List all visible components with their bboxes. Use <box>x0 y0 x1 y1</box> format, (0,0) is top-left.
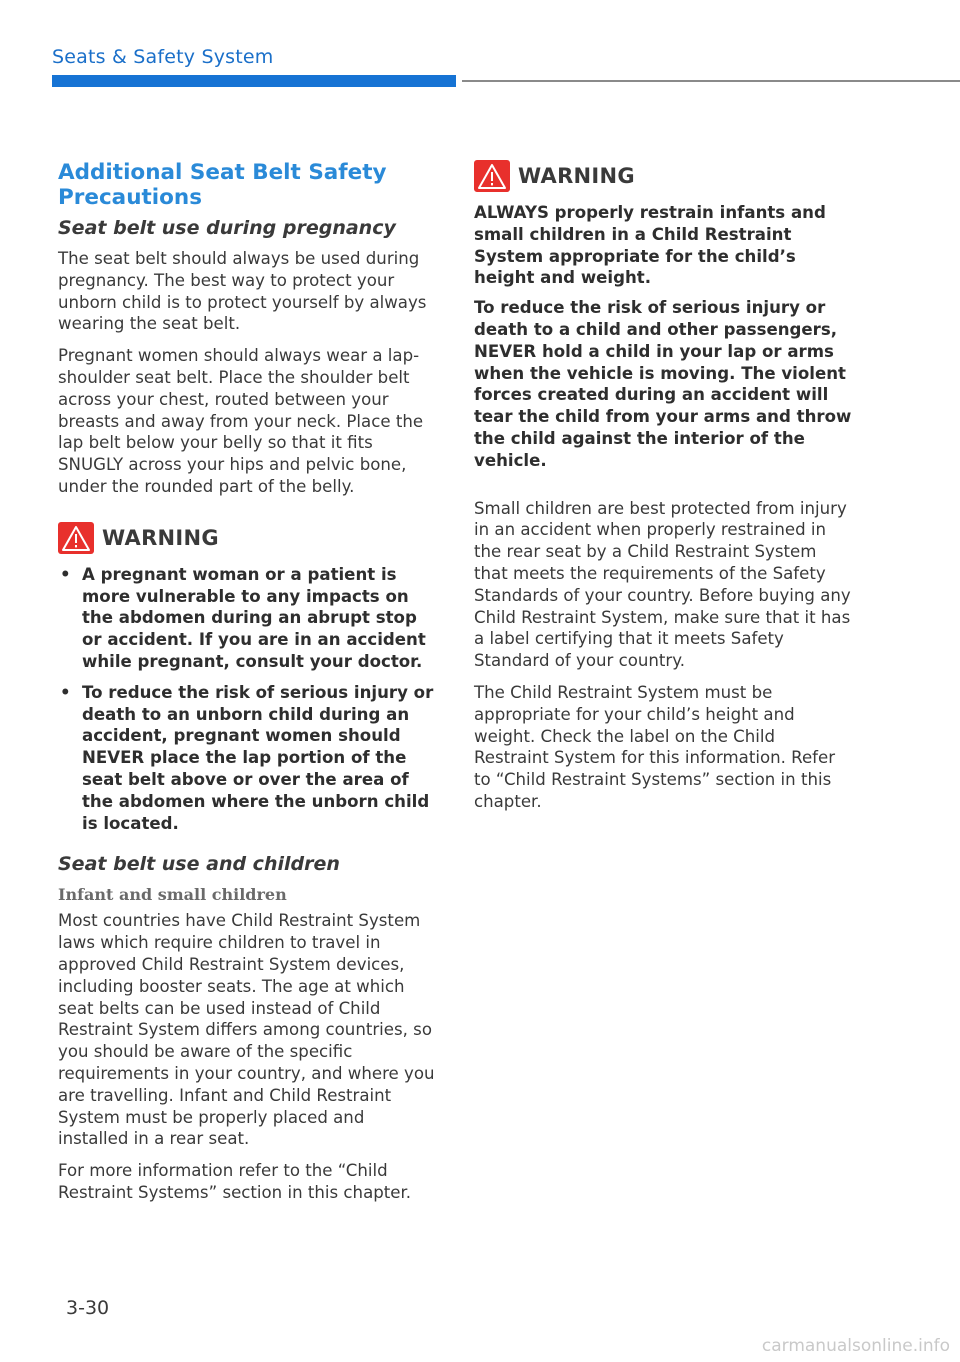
warning-item: • To reduce the risk of serious injury or death to an unborn child during an accident, pregnant women should NEVER place the lap portion of the seat belt above or over the area of the abdomen where the unborn child is located. <box>58 682 438 835</box>
warning-header <box>474 160 854 192</box>
warning-label: WARNING <box>518 164 635 188</box>
warning-triangle-icon <box>58 522 94 554</box>
children-paragraph-1: Most countries have Child Restraint System laws which require children to travel in approved Child Restraint System devices, including booster seats. The age at which seat belts can be used instead of Child Restraint System differs among countries, so you should be aware of the specific requirements in your country, and where you are travelling. Infant and Child Restraint System must be properly placed and installed in a rear seat. <box>58 911 435 1149</box>
pregnancy-heading: Seat belt use during pregnancy <box>58 217 396 239</box>
pregnancy-paragraph-1: The seat belt should always be used during pregnancy. The best way to protect your unborn child is to protect yourself by always wearing the seat belt. <box>58 249 427 334</box>
section-title: Seats & Safety System <box>52 46 274 68</box>
children-heading: Seat belt use and children <box>58 853 340 876</box>
warning-paragraph-1: ALWAYS properly restrain infants and small children in a Child Restraint System appropriate for the child’s height and weight. <box>474 203 826 288</box>
warning-header <box>58 522 438 554</box>
warning-list <box>58 564 438 835</box>
page-number: 3-30 <box>66 1297 110 1319</box>
warning-item: • A pregnant woman or a patient is more vulnerable to any impacts on the abdomen during an abrupt stop or accident. If you are in an accident while pregnant, consult your doctor. <box>58 564 438 673</box>
right-paragraph-2: The Child Restraint System must be appropriate for your child’s height and weight. Check the label on the Child Restraint System for this information. Refer to “Child Restraint Systems” section in this chapter. <box>474 682 836 811</box>
right-column <box>474 160 854 823</box>
header-accent-bar <box>52 75 456 87</box>
warning-label: WARNING <box>102 525 219 550</box>
page-title: Additional Seat Belt Safety Precautions <box>58 160 387 210</box>
watermark: carmanualsonline.info <box>761 1336 950 1356</box>
pregnancy-paragraph-2: Pregnant women should always wear a lap-shoulder seat belt. Place the shoulder belt across your chest, routed between your breasts and away from your neck. Place the lap belt below your belly so that it fits SNUGLY across your hips and pelvic bone, under the rounded part of the belly. <box>58 346 424 496</box>
warning-paragraph-2: To reduce the risk of serious injury or death to a child and other passengers, NEVER hold a child in your lap or arms when the vehicle is moving. The violent forces created during an accident will tear the child from your arms and throw the child against the interior of the vehicle. <box>474 298 852 470</box>
children-paragraph-2: For more information refer to the “Child Restraint Systems” section in this chapter. <box>58 1161 412 1202</box>
left-column <box>58 160 438 1214</box>
warning-triangle-icon <box>474 160 510 192</box>
header-divider <box>462 80 960 82</box>
pregnancy-warning-box <box>58 522 438 835</box>
right-paragraph-1: Small children are best protected from injury in an accident when properly restrained in the rear seat by a Child Restraint System that meets the requirements of the Safety Standards of your country. Before buying any Child Restraint System, make sure that it has a label certifying that it meets Safety Standard of your country. <box>474 498 851 671</box>
children-subheading: Infant and small children <box>58 885 287 905</box>
children-warning-box <box>474 160 854 472</box>
